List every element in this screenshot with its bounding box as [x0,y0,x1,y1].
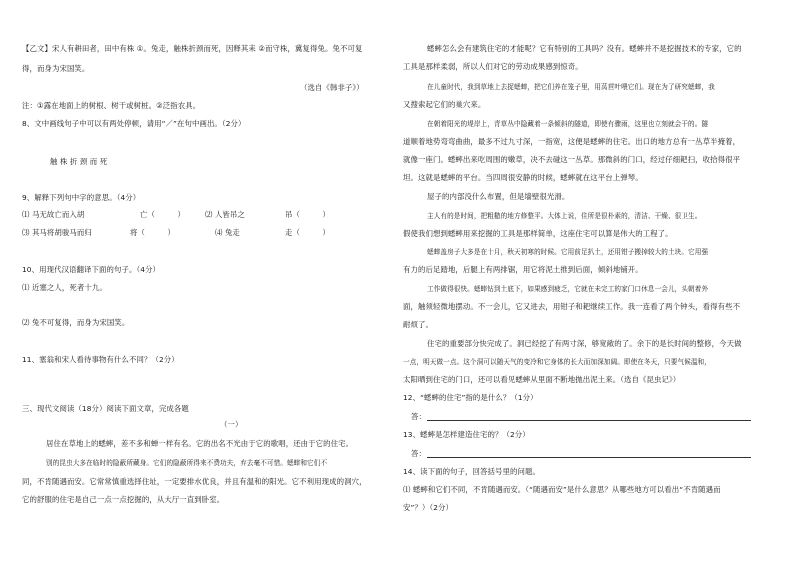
q9-item-4: ⑷ 兔走 [215,228,240,237]
passage-r-line-6: 道顺着地势弯弯曲曲，最多不过九寸深，一指宽，这便是蟋蟀的住宅。出口的地方总有一丛草半掩着， [403,137,741,146]
q9-item-1-blank: 亡（ ） [140,210,185,219]
q9-item-3-blank: 将（ ） [130,228,175,237]
passage-r-line-9: 屋子的内部没什么布置，但是墙壁很光滑。 [427,192,570,201]
passage-r-line-12: 蟋蟀盖房子大多是在十月，秋天初寒的时候。它用前足扒土，还用钳子搬掉较大的土块。它用强 [427,248,709,256]
passage-r-line-7: 就像一座门。蟋蟀出来吃周围的嫩草，决不去碰这一丛草。那微斜的门口，经过仔细耙扫，收拾得很平 [403,155,741,164]
passage-r-line-15: 面，触须轻微地摆动。不一会儿，它又进去，用钳子和耙继续工作。我一连看了两个钟头，看得有些不 [403,302,741,311]
passage-r-line-18: 一点，明天做一点。这个洞可以随天气的变冷和它身体的长大而加深加阔。即使在冬天，只要气候温和， [403,358,711,366]
q9-item-2: ⑵ 人皆吊之 [205,210,245,219]
q10-sentence-2: ⑵ 兔不可复得，而身为宋国笑。 [22,318,130,327]
passage-r-line-13: 有力的后足踏地，后腿上有两排锯，用它将泥土推到后面，倾斜地铺开。 [403,265,643,274]
q9-item-2-blank: 吊（ ） [285,210,330,219]
passage-r-line-11: 假使我们想到蟋蟀用来挖掘的工具是那样简单，这座住宅可以算是伟大的工程了。 [403,229,673,238]
question-12: 12、“蟋蟀的住宅”指的是什么？（1分） [403,393,538,402]
yi-note: 注：①露在地面上的树根、树干或树桩。②泛指农具。 [22,101,201,110]
section-3-heading: 三、现代文阅读（18分）阅读下面文章，完成各题 [22,404,189,413]
passage-r-line-10: 主人有的是时间，把粗糙的地方修整平。大体上说，住所是很朴素的，清洁、干燥、很卫生。 [427,212,702,220]
question-13: 13、蟋蟀是怎样建造住宅的？（2分） [403,430,530,439]
q8-sentence: 触 株 折 颈 而 死 [50,157,108,166]
yi-text-line1: 【乙文】宋人有耕田者，田中有株 ①。兔走，触株折颈而死，因释其耒 ②而守株，冀复得兔。兔不可复 [22,44,363,53]
passage-r-line-4: 又搜索起它们的巢穴来。 [403,100,486,109]
q12-answer-line[interactable] [427,420,751,421]
q10-sentence-1: ⑴ 近塞之人，死者十九。 [22,283,107,292]
passage-line-1: 居住在草地上的蟋蟀，差不多和蝉一样有名。它的出名不光由于它的歌唱，还由于它的住宅。 [46,439,354,448]
q13-answer-label: 答： [411,449,426,458]
yi-source: （选自《韩非子》） [300,83,364,92]
question-9: 9、解释下列句中字的意思。（4分） [22,193,141,202]
q9-item-4-blank: 走（ ） [285,228,330,237]
right-column [397,0,794,561]
question-10: 10、用现代汉语翻译下面的句子。（4分） [22,265,161,274]
yi-text-line2: 得，而身为宋国笑。 [22,64,90,73]
q12-answer-label: 答： [411,412,426,421]
passage-r-line-2: 工具是那样柔弱，所以人们对它的劳动成果感到惊奇。 [403,62,583,71]
question-11: 11、塞翁和宋人看待事物有什么不同？（2分） [22,355,179,364]
q14-item-1-line1: ⑴ 蟋蟀和它们不同，不肯随遇而安。（“随遇而安”是什么意思？从哪些地方可以看出“不肯随遇而 [403,485,721,494]
passage-line-2: 别的昆虫大多在临时的隐蔽所藏身。它们的隐蔽所得来不费功夫，弃去毫不可惜。蟋蟀和它们不 [46,459,328,467]
q9-item-1: ⑴ 马无故亡而入胡 [22,210,85,219]
question-14: 14、读下面的句子，回答括号里的问题。 [403,467,540,476]
passage-r-line-3: 在儿童时代，我到草地上去捉蟋蟀，把它们养在笼子里，用莴苣叶喂它们。现在为了研究蟋蟀，我 [427,83,715,91]
passage-r-line-17: 住宅的重要部分快完成了。洞已经挖了有两寸深，够宽敞的了。余下的是长时间的整修，今天做 [427,339,742,348]
passage-r-line-19: 太阳晒到住宅的门口，还可以看见蟋蟀从里面不断地抛出泥土来。（选自《昆虫记》） [403,375,681,384]
passage-line-3: 同，不肯随遇而安。它常常慎重选择住址，一定要排水优良，并且有温和的阳光。它不利用现成的洞穴， [22,477,367,486]
passage-r-line-1: 蟋蟀怎么会有建筑住宅的才能呢？它有特别的工具吗？没有。蟋蟀并不是挖掘技术的专家，它的 [427,44,742,53]
passage-r-line-16: 耐烦了。 [403,320,433,329]
q13-answer-line[interactable] [427,457,751,458]
q9-item-3: ⑶ 其马将胡骏马而归 [22,228,92,237]
section-3-subheading: （一） [220,420,243,429]
passage-line-4: 它的舒服的住宅是自己一点一点挖掘的，从大厅一直到卧室。 [22,495,225,504]
passage-r-line-5: 在朝着阳光的堤岸上，青草丛中隐藏着一条倾斜的隧道，即使有骤雨，这里也立刻就会干的。隧 [427,120,709,128]
passage-r-line-14: 工作做得很快。蟋蟀钻到土底下，如果感到疲乏，它就在未完工的家门口休息一会儿，头朝着外 [427,285,709,293]
question-8: 8、文中画线句子中可以有两处停顿，请用“／”在句中画出。（2分） [22,119,246,128]
passage-r-line-8: 坦。这就是蟋蟀的平台。当四周很安静的时候，蟋蟀就在这平台上弹琴。 [403,173,643,182]
q14-item-1-line2: 安”？）（2分） [403,503,453,512]
